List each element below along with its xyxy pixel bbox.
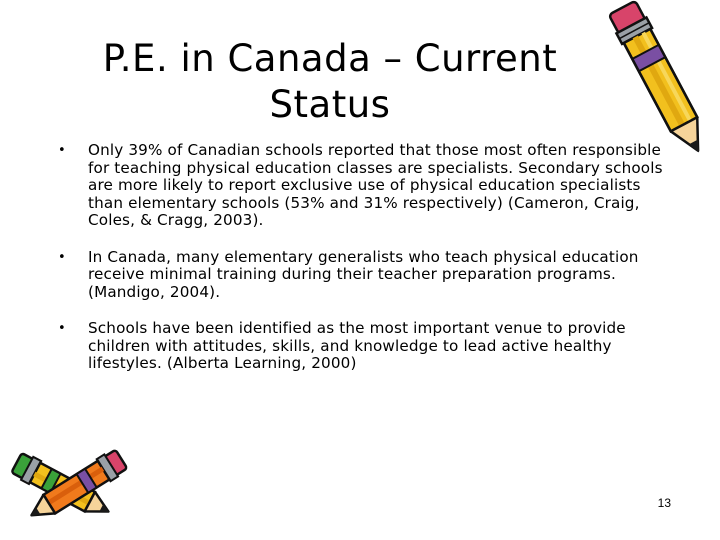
bullet-item [58,142,668,230]
bullet-marker: • [58,143,66,158]
bullet-text: Schools have been identified as the most important venue to provide children with attitudes, skills, and knowledge to lead active healthy lifestyles. (Alberta Learning, 2000) [88,319,626,372]
bullet-item [58,320,668,373]
page-number: 13 [657,496,671,510]
bullet-marker: • [58,321,66,336]
slide-title: P.E. in Canada – Current Status [102,37,558,126]
bullet-text: Only 39% of Canadian schools reported that those most often responsible for teaching physical education classes are specialists. Secondary schools are more likely to report exclusive use of physical education specialists than elementary schools (53% and 31% respectively) (Cameron, Craig, Coles, & Cragg, 2003). [88,141,663,229]
bullet-text: In Canada, many elementary generalists who teach physical education receive minimal training during their teacher preparation programs. (Mandigo, 2004). [88,247,639,301]
bullet-marker: • [58,249,66,265]
bullet-list [58,142,668,373]
bullet-item [58,249,668,302]
crossed-pencils-icon [0,430,142,540]
pencil-icon [604,0,720,170]
